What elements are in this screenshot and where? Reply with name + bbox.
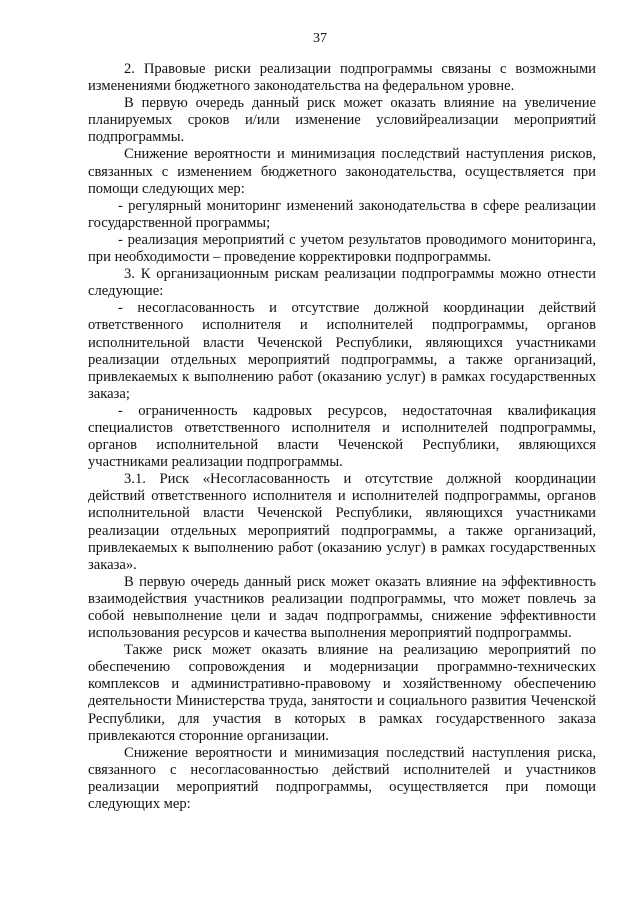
list-item-staff-resources: - ограниченность кадровых ресурсов, недостаточная квалификация специалистов ответственного исполнителя и исполнителей подпрограммы, органов исполнительной власти Чеченской Республики, являющихся участниками реализации подпрограммы. <box>88 402 596 471</box>
paragraph-risk-3-1-mitigation: Снижение вероятности и минимизация последствий наступления риска, связанного с несогласованностью действий исполнителей и участников реализации мероприятий подпрограммы, осуществляется при помощи следующих мер: <box>88 744 596 813</box>
paragraph-risk-3-1: 3.1. Риск «Несогласованность и отсутствие должной координации действий ответственного исполнителя и исполнителей подпрограммы, органов исполнительной власти Чеченской Республики, являющихся участниками реализации отдельных мероприятий подпрограммы, а также организаций, привлекаемых к выполнению работ (оказанию услуг) в рамках государственных заказа». <box>88 471 596 573</box>
list-item-monitoring: - регулярный мониторинг изменений законодательства в сфере реализации государственной программы; <box>88 197 596 231</box>
paragraph-legal-risk-impact: В первую очередь данный риск может оказать влияние на увеличение планируемых сроков и/или изменение условийреализации мероприятий подпрограммы. <box>88 95 596 146</box>
paragraph-risk-3-1-additional: Также риск может оказать влияние на реализацию мероприятий по обеспечению сопровождения и модернизации программно-технических комплексов и административно-правовому и хозяйственному обеспечению деятельности Министерства труда, занятости и социального развития Чеченской Республики, для участия в которых в рамках государственного заказа привлекаются сторонние организации. <box>88 642 596 744</box>
list-item-correction: - реализация мероприятий с учетом результатов проводимого мониторинга, при необходимости – проведение корректировки подпрограммы. <box>88 231 596 266</box>
paragraph-organizational-risks: 3. К организационным рискам реализации подпрограммы можно отнести следующие: <box>88 266 596 300</box>
list-item-coordination: - несогласованность и отсутствие должной координации действий ответственного исполнителя и исполнителей подпрограммы, органов исполнительной власти Чеченской Республики, являющихся участниками реализации отдельных мероприятий подпрограммы, а также организаций, привлекаемых к выполнению работ (оказанию услуг) в рамках государственных заказа; <box>88 300 596 402</box>
paragraph-legal-risks: 2. Правовые риски реализации подпрограммы связаны с возможными изменениями бюджетного законодательства на федеральном уровне. <box>88 61 596 95</box>
page-number: 37 <box>313 31 327 46</box>
document-body <box>88 61 596 813</box>
paragraph-risk-3-1-impact: В первую очередь данный риск может оказать влияние на эффективность взаимодействия участников реализации подпрограммы, что может повлечь за собой невыполнение цели и задач подпрограммы, снижение эффективности использования ресурсов и качества выполнения мероприятий подпрограммы. <box>88 573 596 642</box>
paragraph-legal-risk-mitigation: Снижение вероятности и минимизация последствий наступления рисков, связанных с изменением бюджетного законодательства, осуществляется при помощи следующих мер: <box>88 146 596 197</box>
